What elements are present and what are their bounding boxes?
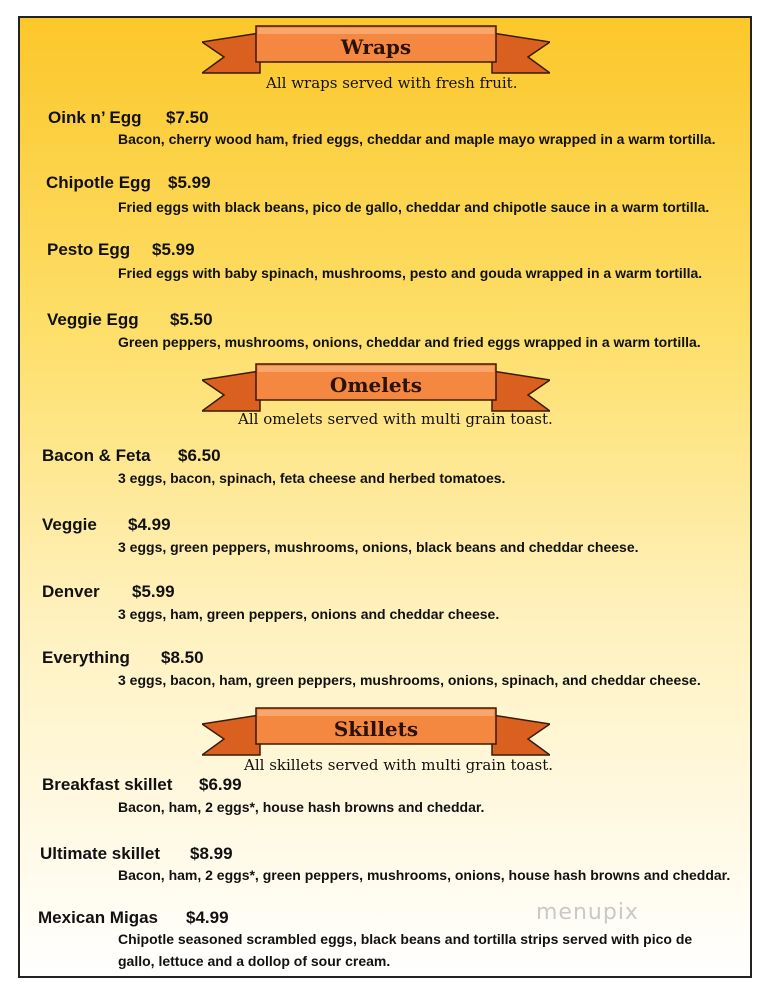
menu-item-name: Everything [42, 648, 130, 667]
menu-item-price: $8.50 [161, 648, 204, 667]
omelets-title: Omelets [329, 373, 423, 397]
menu-item-description: Fried eggs with black beans, pico de gallo, cheddar and chipotle sauce in a warm tortilla. [118, 199, 710, 215]
menu-item-name: Pesto Egg [47, 240, 131, 259]
menu-item-price: $5.50 [170, 310, 213, 329]
skillets-note: All skillets served with multi grain toast. [244, 756, 554, 774]
menu-item-description: Fried eggs with baby spinach, mushrooms, pesto and gouda wrapped in a warm tortilla. [118, 265, 703, 281]
menu-item-price: $6.50 [178, 446, 221, 465]
menu-item-name: Veggie Egg [47, 310, 139, 329]
menu-item-price: $5.99 [132, 582, 175, 601]
menu-page [18, 16, 752, 978]
wraps-banner [202, 22, 550, 78]
skillets-banner [202, 704, 550, 760]
menu-item-name: Ultimate skillet [40, 844, 160, 863]
menu-item-name: Veggie [42, 515, 97, 534]
menu-item-price: $7.50 [166, 108, 209, 127]
menu-item-description: Bacon, ham, 2 eggs*, house hash browns and cheddar. [118, 799, 485, 815]
menu-item-price: $6.99 [199, 775, 242, 794]
menu-item-description: 3 eggs, green peppers, mushrooms, onions, black beans and cheddar cheese. [118, 539, 639, 555]
menu-item-description: Bacon, ham, 2 eggs*, green peppers, mushrooms, onions, house hash browns and cheddar. [118, 867, 731, 883]
menu-item-name: Chipotle Egg [46, 173, 151, 192]
menu-item-description: Green peppers, mushrooms, onions, cheddar and fried eggs wrapped in a warm tortilla. [118, 334, 701, 350]
watermark: menupix [536, 900, 639, 925]
wraps-note: All wraps served with fresh fruit. [266, 74, 518, 92]
menu-item-name: Mexican Migas [38, 908, 158, 927]
menu-item-description: 3 eggs, bacon, ham, green peppers, mushrooms, onions, spinach, and cheddar cheese. [118, 672, 701, 688]
menu-item-price: $4.99 [128, 515, 171, 534]
menu-item-name: Denver [42, 582, 100, 601]
menu-item-name: Breakfast skillet [42, 775, 173, 794]
skillets-title: Skillets [333, 717, 419, 741]
menu-item-name: Oink n’ Egg [48, 108, 142, 127]
menu-item-price: $8.99 [190, 844, 233, 863]
menu-item-description: Chipotle seasoned scrambled eggs, black beans and tortilla strips served with pico de gallo, lettuce and a dollop of sour cream. [118, 931, 693, 969]
menu-item-description: 3 eggs, bacon, spinach, feta cheese and herbed tomatoes. [118, 470, 506, 486]
omelets-banner [202, 360, 550, 416]
menu-item-price: $5.99 [168, 173, 211, 192]
menu-item-price: $4.99 [186, 908, 229, 927]
menu-item-description: Bacon, cherry wood ham, fried eggs, cheddar and maple mayo wrapped in a warm tortilla. [118, 131, 716, 147]
omelets-note: All omelets served with multi grain toast. [238, 410, 553, 428]
menu-item-description: 3 eggs, ham, green peppers, onions and cheddar cheese. [118, 606, 500, 622]
menu-item-price: $5.99 [152, 240, 195, 259]
menu-item-name: Bacon & Feta [42, 446, 151, 465]
wraps-title: Wraps [340, 35, 412, 59]
